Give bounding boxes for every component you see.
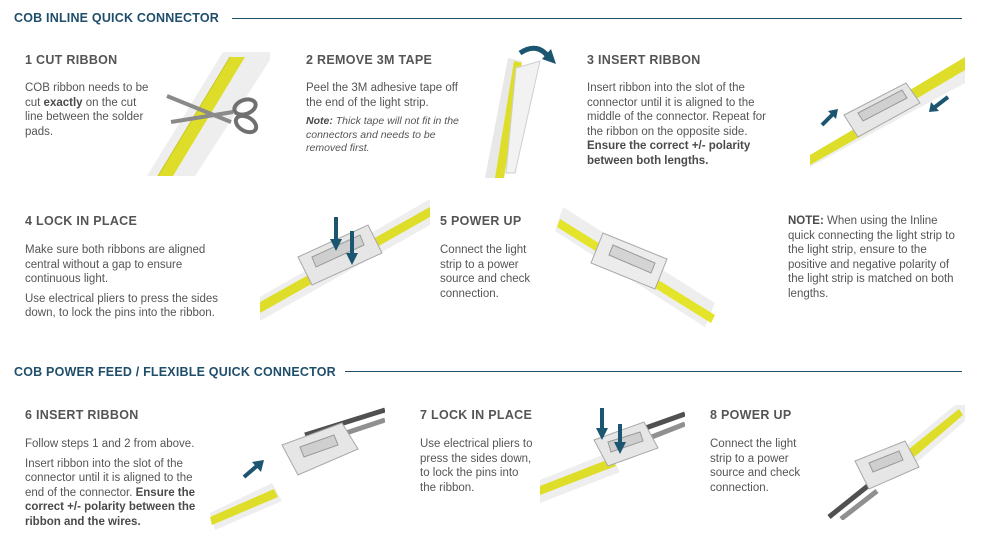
step-5-illustration — [555, 205, 715, 327]
step-3-title: 3 INSERT RIBBON — [587, 53, 701, 67]
step-4-paragraph-2: Use electrical pliers to press the sides down, to lock the pins into the ribbon. — [25, 292, 219, 320]
section-title-power-feed: COB POWER FEED / FLEXIBLE QUICK CONNECTOR — [14, 365, 336, 379]
insert-arrow-icon — [244, 460, 264, 477]
section-divider — [232, 18, 962, 19]
step-8-title: 8 POWER UP — [710, 408, 792, 422]
step-6-paragraph-1: Follow steps 1 and 2 from above. — [25, 438, 195, 450]
step-6-paragraph-2: Insert ribbon into the slot of the connector until it is aligned to the end of the connector. Ensure the correct +/- polarity between the ribbon and the wires. — [25, 457, 196, 528]
step-7-illustration — [540, 400, 685, 505]
step-3-text: Insert ribbon into the slot of the connector until it is aligned to the middle of the connector. Repeat for the ribbon on the opposite side. Ensure the correct +/- polarity between both lengths. — [587, 82, 766, 167]
step-1-text: COB ribbon needs to be cut exactly on the cut line between the solder pads. — [25, 82, 149, 138]
step-2-title: 2 REMOVE 3M TAPE — [306, 53, 433, 67]
section-title-inline: COB INLINE QUICK CONNECTOR — [14, 11, 219, 25]
inline-note: NOTE: When using the Inline quick connecting the light strip to the light strip, ensure to the positive and negative polarity of the light strip is matched on both lengths. — [788, 215, 955, 300]
step-8-illustration — [825, 405, 965, 520]
step-6-text — [25, 437, 210, 530]
step-8-text: Connect the light strip to a power source and check connection. — [710, 438, 801, 494]
step-7-title: 7 LOCK IN PLACE — [420, 408, 533, 422]
step-3-illustration — [810, 55, 965, 167]
step-1-title: 1 CUT RIBBON — [25, 53, 118, 67]
step-4-illustration — [260, 197, 430, 325]
step-5-title: 5 POWER UP — [440, 214, 522, 228]
step-6-title: 6 INSERT RIBBON — [25, 408, 139, 422]
step-6-illustration — [210, 405, 385, 530]
step-4-text — [25, 243, 240, 321]
step-2-note: Note: Thick tape will not fit in the connectors and needs to be removed first. — [306, 115, 459, 155]
step-5-text: Connect the light strip to a power source and check connection. — [440, 244, 531, 300]
step-1-illustration — [145, 52, 270, 176]
step-2-illustration — [480, 43, 560, 178]
step-7-text: Use electrical pliers to press the sides down, to lock the pins into the ribbon. — [420, 438, 533, 494]
step-4-paragraph-1: Make sure both ribbons are aligned central without a gap to ensure continuous light. — [25, 244, 206, 286]
section-divider — [345, 371, 962, 372]
step-2-text: Peel the 3M adhesive tape off the end of the light strip. Note: Thick tape will not fit in the connectors and needs to be removed first. — [306, 81, 476, 156]
step-4-title: 4 LOCK IN PLACE — [25, 214, 138, 228]
